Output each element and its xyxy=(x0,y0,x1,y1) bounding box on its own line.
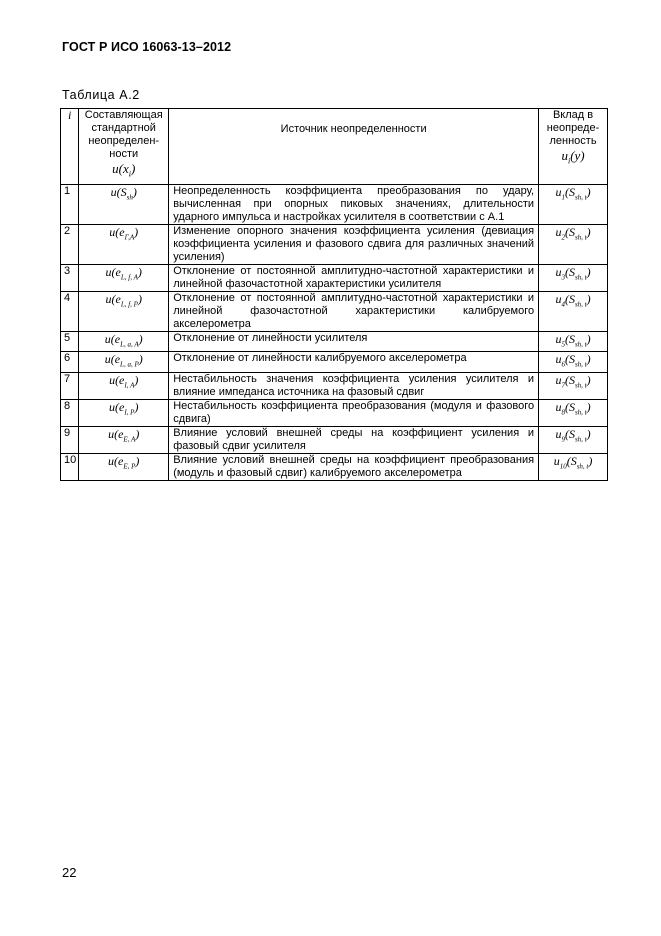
contribution-base: u xyxy=(555,372,562,387)
symbol-close: ) xyxy=(135,453,140,468)
symbol-subscript: L, f, P xyxy=(120,300,138,309)
row-contribution-symbol xyxy=(539,352,608,372)
row-component-symbol xyxy=(79,372,169,399)
contribution-open: (S xyxy=(564,352,575,367)
contribution-subscript: sh, t xyxy=(576,462,589,471)
row-component-symbol xyxy=(79,426,169,453)
contribution-open: (S xyxy=(566,453,577,468)
row-index: 4 xyxy=(61,292,79,332)
header-contribution-line: Вклад в xyxy=(552,109,594,121)
header-contribution-math: $u_i(y)$ xyxy=(561,148,585,166)
row-component-symbol xyxy=(79,265,169,292)
row-contribution-symbol xyxy=(539,292,608,332)
symbol-base: u(S xyxy=(110,185,127,199)
contribution-index: 4 xyxy=(561,300,565,309)
contribution-open: (S xyxy=(564,399,575,414)
symbol-close: ) xyxy=(135,426,140,441)
table-row xyxy=(61,292,608,332)
header-component-line: Составляющая xyxy=(84,109,163,121)
table-header-row xyxy=(61,109,608,185)
contribution-base: u xyxy=(555,426,562,441)
header-component xyxy=(79,109,169,185)
row-source-text: Неопределенность коэффициента преобразования по удару, вычисленная при опорных пиковых значениях, длительности ударного импульса и настройках усилителя в соответствии с А.1 xyxy=(169,185,539,225)
contribution-subscript: sh, t xyxy=(574,233,587,242)
uncertainty-table xyxy=(60,108,608,481)
row-source-text: Влияние условий внешней среды на коэффициент преобразования (модуль и фазовый сдвиг) калибруемого акселерометра xyxy=(169,453,539,480)
row-source-text: Нестабильность значения коэффициента усиления усилителя и влияние импеданса источника на фазовый сдвиг xyxy=(169,372,539,399)
contribution-base: u xyxy=(555,332,562,346)
contribution-close: ) xyxy=(586,399,591,414)
symbol-subscript: E, A xyxy=(123,435,136,444)
table-row xyxy=(61,225,608,265)
contribution-index: 7 xyxy=(561,381,565,390)
table-row xyxy=(61,332,608,352)
contribution-index: 10 xyxy=(559,462,567,471)
contribution-index: 1 xyxy=(561,193,565,202)
header-source: Источник неопределенности xyxy=(169,109,539,185)
page-number: 22 xyxy=(62,865,77,880)
symbol-base: u(e xyxy=(109,225,125,239)
row-source-text: Отклонение от постоянной амплитудно-частотной характеристики и линейной фазочастотной характеристики калибруемого акселерометра xyxy=(169,292,539,332)
symbol-subscript: L, a, P xyxy=(120,360,139,369)
table-row xyxy=(61,265,608,292)
contribution-open: (S xyxy=(564,265,575,279)
contribution-base: u xyxy=(555,185,562,199)
row-contribution-symbol xyxy=(539,372,608,399)
contribution-open: (S xyxy=(564,426,575,441)
contribution-base: u xyxy=(555,352,562,367)
table-caption: Таблица А.2 xyxy=(62,88,140,102)
row-index: 9 xyxy=(61,426,79,453)
header-component-line: неопределен- xyxy=(88,135,160,147)
row-contribution-symbol xyxy=(539,185,608,225)
symbol-subscript: I, P xyxy=(124,408,135,417)
table-row xyxy=(61,352,608,372)
row-index: 7 xyxy=(61,372,79,399)
contribution-subscript: sh, t xyxy=(574,408,587,417)
symbol-subscript: sh xyxy=(126,193,133,202)
symbol-base: u(e xyxy=(109,372,125,387)
row-component-symbol xyxy=(79,352,169,372)
row-source-text: Отклонение от линейности калибруемого акселерометра xyxy=(169,352,539,372)
row-index: 8 xyxy=(61,399,79,426)
header-contribution-line: неопреде- xyxy=(546,122,600,134)
header-contribution xyxy=(539,109,608,185)
symbol-close: ) xyxy=(137,265,142,279)
contribution-subscript: sh, t xyxy=(574,360,587,369)
row-contribution-symbol xyxy=(539,225,608,265)
symbol-subscript: I, A xyxy=(124,381,135,390)
contribution-close: ) xyxy=(586,352,591,367)
contribution-subscript: sh, t xyxy=(574,381,587,390)
row-source-text: Изменение опорного значения коэффициента усиления (девиация коэффициента усиления и фазового сдвига для различных значений усиления) xyxy=(169,225,539,265)
row-contribution-symbol xyxy=(539,453,608,480)
header-contribution-line: ленность xyxy=(549,135,597,147)
contribution-index: 3 xyxy=(561,273,565,282)
row-source-text: Влияние условий внешней среды на коэффициент усиления и фазовый сдвиг усилителя xyxy=(169,426,539,453)
row-index: 10 xyxy=(61,453,79,480)
contribution-close: ) xyxy=(586,332,591,346)
row-index: 3 xyxy=(61,265,79,292)
symbol-base: u(e xyxy=(104,352,121,367)
row-component-symbol xyxy=(79,453,169,480)
symbol-close: ) xyxy=(134,225,139,239)
symbol-subscript: L, f, A xyxy=(120,273,138,282)
contribution-open: (S xyxy=(564,185,575,199)
contribution-base: u xyxy=(555,265,562,279)
row-contribution-symbol xyxy=(539,332,608,352)
contribution-index: 8 xyxy=(561,408,565,417)
symbol-close: ) xyxy=(134,399,139,414)
row-index: 5 xyxy=(61,332,79,352)
contribution-open: (S xyxy=(564,292,575,306)
contribution-open: (S xyxy=(564,225,575,239)
contribution-subscript: sh, t xyxy=(574,300,587,309)
contribution-open: (S xyxy=(564,372,575,387)
contribution-subscript: sh, t xyxy=(574,193,587,202)
symbol-close: ) xyxy=(138,352,143,367)
table-row xyxy=(61,372,608,399)
contribution-subscript: sh, t xyxy=(574,273,587,282)
symbol-subscript: E, P xyxy=(123,462,136,471)
contribution-base: u xyxy=(555,225,562,239)
row-component-symbol xyxy=(79,399,169,426)
document-header: ГОСТ Р ИСО 16063-13–2012 xyxy=(62,40,232,54)
row-component-symbol xyxy=(79,292,169,332)
row-source-text: Отклонение от линейности усилителя xyxy=(169,332,539,352)
row-contribution-symbol xyxy=(539,265,608,292)
row-source-text: Отклонение от постоянной амплитудно-частотной характеристики и линейной фазочастотной характеристики усилителя xyxy=(169,265,539,292)
contribution-subscript: sh, t xyxy=(574,435,587,444)
contribution-index: 6 xyxy=(561,360,565,369)
symbol-base: u(e xyxy=(105,292,121,306)
row-component-symbol xyxy=(79,225,169,265)
header-component-line: ности xyxy=(109,148,139,160)
contribution-close: ) xyxy=(586,426,591,441)
contribution-subscript: sh, t xyxy=(574,340,587,349)
header-component-line: стандартной xyxy=(91,122,156,134)
symbol-subscript: L, a, A xyxy=(120,340,139,349)
row-component-symbol xyxy=(79,185,169,225)
contribution-open: (S xyxy=(564,332,575,346)
symbol-close: ) xyxy=(137,292,142,306)
contribution-base: u xyxy=(555,399,562,414)
table-row xyxy=(61,426,608,453)
symbol-close: ) xyxy=(132,185,137,199)
symbol-base: u(e xyxy=(109,399,125,414)
symbol-base: u(e xyxy=(108,426,124,441)
contribution-index: 9 xyxy=(561,435,565,444)
table-row xyxy=(61,453,608,480)
row-index: 2 xyxy=(61,225,79,265)
table-row xyxy=(61,399,608,426)
contribution-close: ) xyxy=(586,185,591,199)
symbol-close: ) xyxy=(134,372,139,387)
contribution-close: ) xyxy=(586,225,591,239)
symbol-subscript: Г,A xyxy=(124,233,135,242)
contribution-close: ) xyxy=(588,453,593,468)
row-index: 1 xyxy=(61,185,79,225)
contribution-base: u xyxy=(553,453,560,468)
contribution-close: ) xyxy=(586,265,591,279)
contribution-close: ) xyxy=(586,372,591,387)
symbol-base: u(e xyxy=(105,265,121,279)
symbol-base: u(e xyxy=(108,453,124,468)
contribution-close: ) xyxy=(586,292,591,306)
row-contribution-symbol xyxy=(539,399,608,426)
symbol-close: ) xyxy=(138,332,143,346)
row-source-text: Нестабильность коэффициента преобразования (модуля и фазового сдвига) xyxy=(169,399,539,426)
contribution-base: u xyxy=(555,292,562,306)
header-component-math: $u(x_i)$ xyxy=(112,161,136,179)
row-index: 6 xyxy=(61,352,79,372)
row-contribution-symbol xyxy=(539,426,608,453)
table-row xyxy=(61,185,608,225)
header-index: i xyxy=(61,109,79,185)
symbol-base: u(e xyxy=(104,332,121,346)
contribution-index: 5 xyxy=(561,340,565,349)
contribution-index: 2 xyxy=(561,233,565,242)
row-component-symbol xyxy=(79,332,169,352)
